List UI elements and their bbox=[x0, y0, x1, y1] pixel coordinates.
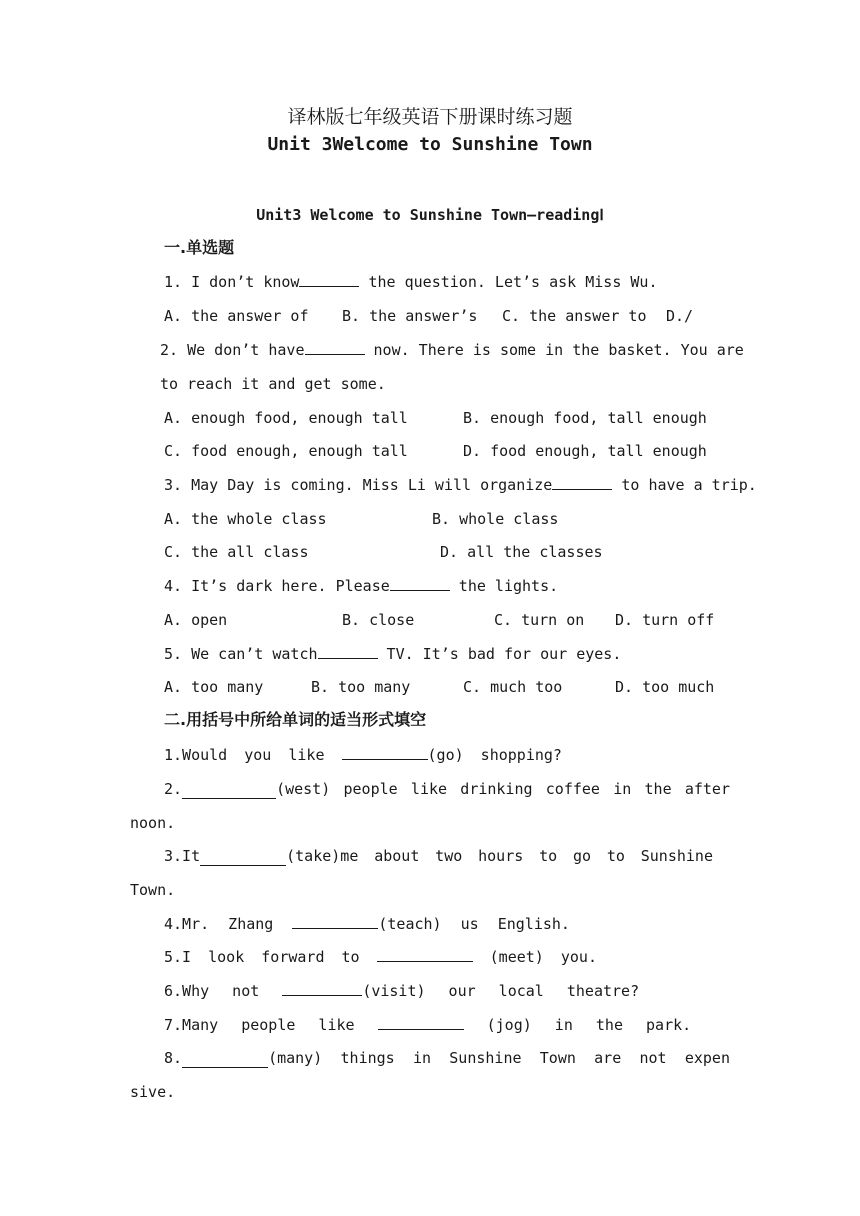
question-3 bbox=[164, 475, 757, 495]
item-text: 8. bbox=[164, 1049, 183, 1067]
option-a: A. the answer of bbox=[164, 307, 309, 325]
fill-item-6 bbox=[164, 981, 639, 1001]
fill-item-1 bbox=[164, 745, 562, 765]
option-d: D. food enough, tall enough bbox=[463, 442, 707, 460]
item-text: 1.Would you like bbox=[164, 746, 342, 764]
option-a: A. the whole class bbox=[164, 510, 327, 528]
question-2 bbox=[160, 340, 744, 360]
option-a: A. open bbox=[164, 611, 228, 629]
section-heading-fill-in: 二.用括号中所给单词的适当形式填空 bbox=[164, 710, 427, 729]
option-d: D./ bbox=[666, 307, 694, 325]
question-text: 2. We don’t have bbox=[160, 341, 305, 359]
option-a: A. enough food, enough tall bbox=[164, 409, 408, 427]
question-text: the lights. bbox=[449, 577, 559, 595]
fill-item-5 bbox=[164, 947, 597, 967]
answer-blank[interactable] bbox=[182, 1053, 268, 1068]
option-c: C. food enough, enough tall bbox=[164, 442, 408, 460]
question-1 bbox=[164, 272, 657, 292]
option-d: D. turn off bbox=[615, 611, 715, 629]
item-text: (meet) you. bbox=[472, 948, 597, 966]
option-c: C. much too bbox=[463, 678, 563, 696]
answer-blank[interactable] bbox=[182, 784, 276, 799]
option-a: A. too many bbox=[164, 678, 264, 696]
item-text: (visit) our local theatre? bbox=[362, 982, 640, 1000]
answer-blank[interactable] bbox=[377, 947, 473, 962]
page-title-chinese: 译林版七年级英语下册课时练习题 bbox=[287, 106, 573, 128]
option-b: B. whole class bbox=[432, 510, 559, 528]
question-5 bbox=[164, 644, 621, 664]
question-text: to have a trip. bbox=[612, 476, 757, 494]
option-b: B. the answer’s bbox=[342, 307, 478, 325]
fill-item-2 bbox=[164, 779, 730, 799]
section-heading-multiple-choice: 一.单选题 bbox=[164, 238, 235, 257]
question-text: 4. It’s dark here. Please bbox=[164, 577, 390, 595]
question-text: TV. It’s bad for our eyes. bbox=[377, 645, 622, 663]
item-text: 6.Why not bbox=[164, 982, 283, 1000]
answer-blank[interactable] bbox=[305, 340, 365, 355]
question-2-continued: to reach it and get some. bbox=[160, 375, 386, 393]
question-text: now. There is some in the basket. You are bbox=[364, 341, 744, 359]
answer-blank[interactable] bbox=[342, 745, 428, 760]
fill-item-2-continued: noon. bbox=[130, 814, 176, 832]
answer-blank[interactable] bbox=[200, 851, 286, 866]
answer-blank[interactable] bbox=[390, 576, 450, 591]
item-text: (go) shopping? bbox=[427, 746, 562, 764]
question-text: 5. We can’t watch bbox=[164, 645, 318, 663]
item-text: (west) people like drinking coffee in the after bbox=[276, 780, 730, 798]
page-title-english: Unit 3Welcome to Sunshine Town bbox=[267, 134, 593, 155]
answer-blank[interactable] bbox=[378, 1015, 464, 1030]
option-b: B. too many bbox=[311, 678, 411, 696]
item-text: 3.It bbox=[164, 847, 201, 865]
fill-item-7 bbox=[164, 1015, 691, 1035]
item-text: (jog) in the park. bbox=[463, 1016, 692, 1034]
item-text: (teach) us English. bbox=[378, 915, 570, 933]
answer-blank[interactable] bbox=[282, 981, 362, 996]
answer-blank[interactable] bbox=[318, 644, 378, 659]
option-b: B. close bbox=[342, 611, 415, 629]
answer-blank[interactable] bbox=[292, 914, 378, 929]
question-text: the question. Let’s ask Miss Wu. bbox=[359, 273, 658, 291]
fill-item-3-continued: Town. bbox=[130, 881, 176, 899]
option-d: D. all the classes bbox=[440, 543, 603, 561]
option-c: C. the answer to bbox=[502, 307, 647, 325]
fill-item-3 bbox=[164, 846, 713, 866]
item-text: (take)me about two hours to go to Sunshine bbox=[286, 847, 713, 865]
option-c: C. turn on bbox=[494, 611, 585, 629]
question-text: 3. May Day is coming. Miss Li will organize bbox=[164, 476, 553, 494]
option-d: D. too much bbox=[615, 678, 715, 696]
item-text: 5.I look forward to bbox=[164, 948, 377, 966]
item-text: 4.Mr. Zhang bbox=[164, 915, 293, 933]
item-text: (many) things in Sunshine Town are not expen bbox=[268, 1049, 730, 1067]
fill-item-8 bbox=[164, 1048, 730, 1068]
question-text: 1. I don’t know bbox=[164, 273, 300, 291]
answer-blank[interactable] bbox=[299, 272, 359, 287]
fill-item-8-continued: sive. bbox=[130, 1083, 176, 1101]
option-c: C. the all class bbox=[164, 543, 309, 561]
item-text: 7.Many people like bbox=[164, 1016, 378, 1034]
lesson-subtitle: Unit3 Welcome to Sunshine Town—readingⅠ bbox=[256, 206, 604, 224]
question-4 bbox=[164, 576, 558, 596]
answer-blank[interactable] bbox=[552, 475, 612, 490]
item-text: 2. bbox=[164, 780, 183, 798]
option-b: B. enough food, tall enough bbox=[463, 409, 707, 427]
fill-item-4 bbox=[164, 914, 570, 934]
